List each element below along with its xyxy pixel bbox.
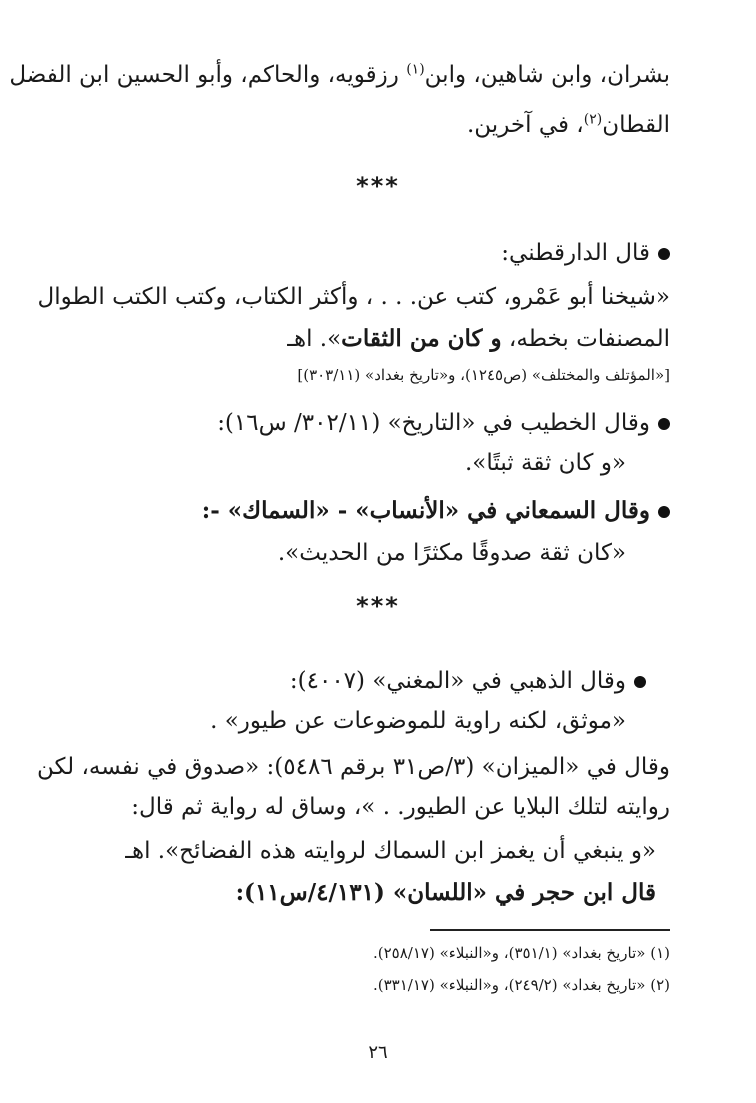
bullet-icon (658, 506, 670, 518)
paragraph-line (86, 108, 670, 142)
quote-line: «و كان ثقة ثبتًا». (465, 450, 626, 476)
section-heading-daraqutni (86, 236, 670, 270)
quote-line (86, 322, 670, 356)
section-separator: *** (356, 172, 400, 200)
bullet-icon (658, 248, 670, 260)
text-run: القطان (602, 112, 670, 138)
quote-line: «شيخنا أبو عَمْرو، كتب عن. . . ، وأكثر الكتاب، وكتب الكتب الطوال (37, 284, 670, 310)
section-heading-ibnhajar: قال ابن حجر في «اللسان» (٤/١٣١/س١١): (235, 879, 656, 906)
text-run: ». اهـ (287, 326, 342, 352)
text-run: المصنفات بخطه، (501, 326, 670, 352)
heading-text: وقال الخطيب في «التاريخ» (٣٠٢/١١/ س١٦): (217, 410, 650, 436)
heading-text: وقال السمعاني في «الأنساب» - «السماك» -: (201, 497, 650, 524)
footnote: (٢) «تاريخ بغداد» (٢٤٩/٢)، و«النبلاء» (٣٣١/١٧). (373, 976, 670, 994)
text-run: رزقويه، والحاكم، وأبو الحسين ابن الفضل (9, 62, 407, 88)
emphasis-text: و كان من الثقات (341, 325, 502, 352)
heading-text: وقال الذهبي في «المغني» (٤٠٠٧): (289, 668, 626, 694)
footnote: (١) «تاريخ بغداد» (٣٥١/١)، و«النبلاء» (٢٥٨/١٧). (373, 944, 670, 962)
paragraph-line: وقال في «الميزان» (٣/ص٣١ برقم ٥٤٨٦): «صدوق في نفسه، لكن (36, 754, 670, 780)
footnote-marker: (١) (406, 61, 425, 78)
quote-line: «موثق، لكنه راوية للموضوعات عن طيور» . (210, 708, 626, 734)
quote-line: «و ينبغي أن يغمز ابن السماك لروايته هذه الفضائح». اهـ (125, 838, 656, 864)
section-heading-khatib (86, 406, 670, 440)
section-separator: *** (356, 592, 400, 620)
heading-text: قال الدارقطني: (501, 240, 650, 266)
footnote-rule (430, 929, 670, 931)
bullet-icon (634, 676, 646, 688)
quote-line: «كان ثقة صدوقًا مكثرًا من الحديث». (277, 540, 626, 566)
section-heading-samani (86, 494, 670, 528)
page-number: ٢٦ (368, 1042, 388, 1063)
paragraph-line (9, 58, 670, 92)
citation: [«المؤتلف والمختلف» (ص١٢٤٥)، و«تاريخ بغداد» (٣٠٣/١١)] (297, 366, 670, 384)
bullet-icon (658, 418, 670, 430)
paragraph-line: روايته لتلك البلايا عن الطيور. . »، وساق له رواية ثم قال: (131, 794, 670, 820)
text-run: ، في آخرين. (466, 112, 584, 138)
section-heading-dhahabi (86, 664, 646, 698)
footnote-marker: (٢) (583, 111, 603, 128)
text-run: بشران، وابن شاهين، وابن (424, 62, 670, 88)
